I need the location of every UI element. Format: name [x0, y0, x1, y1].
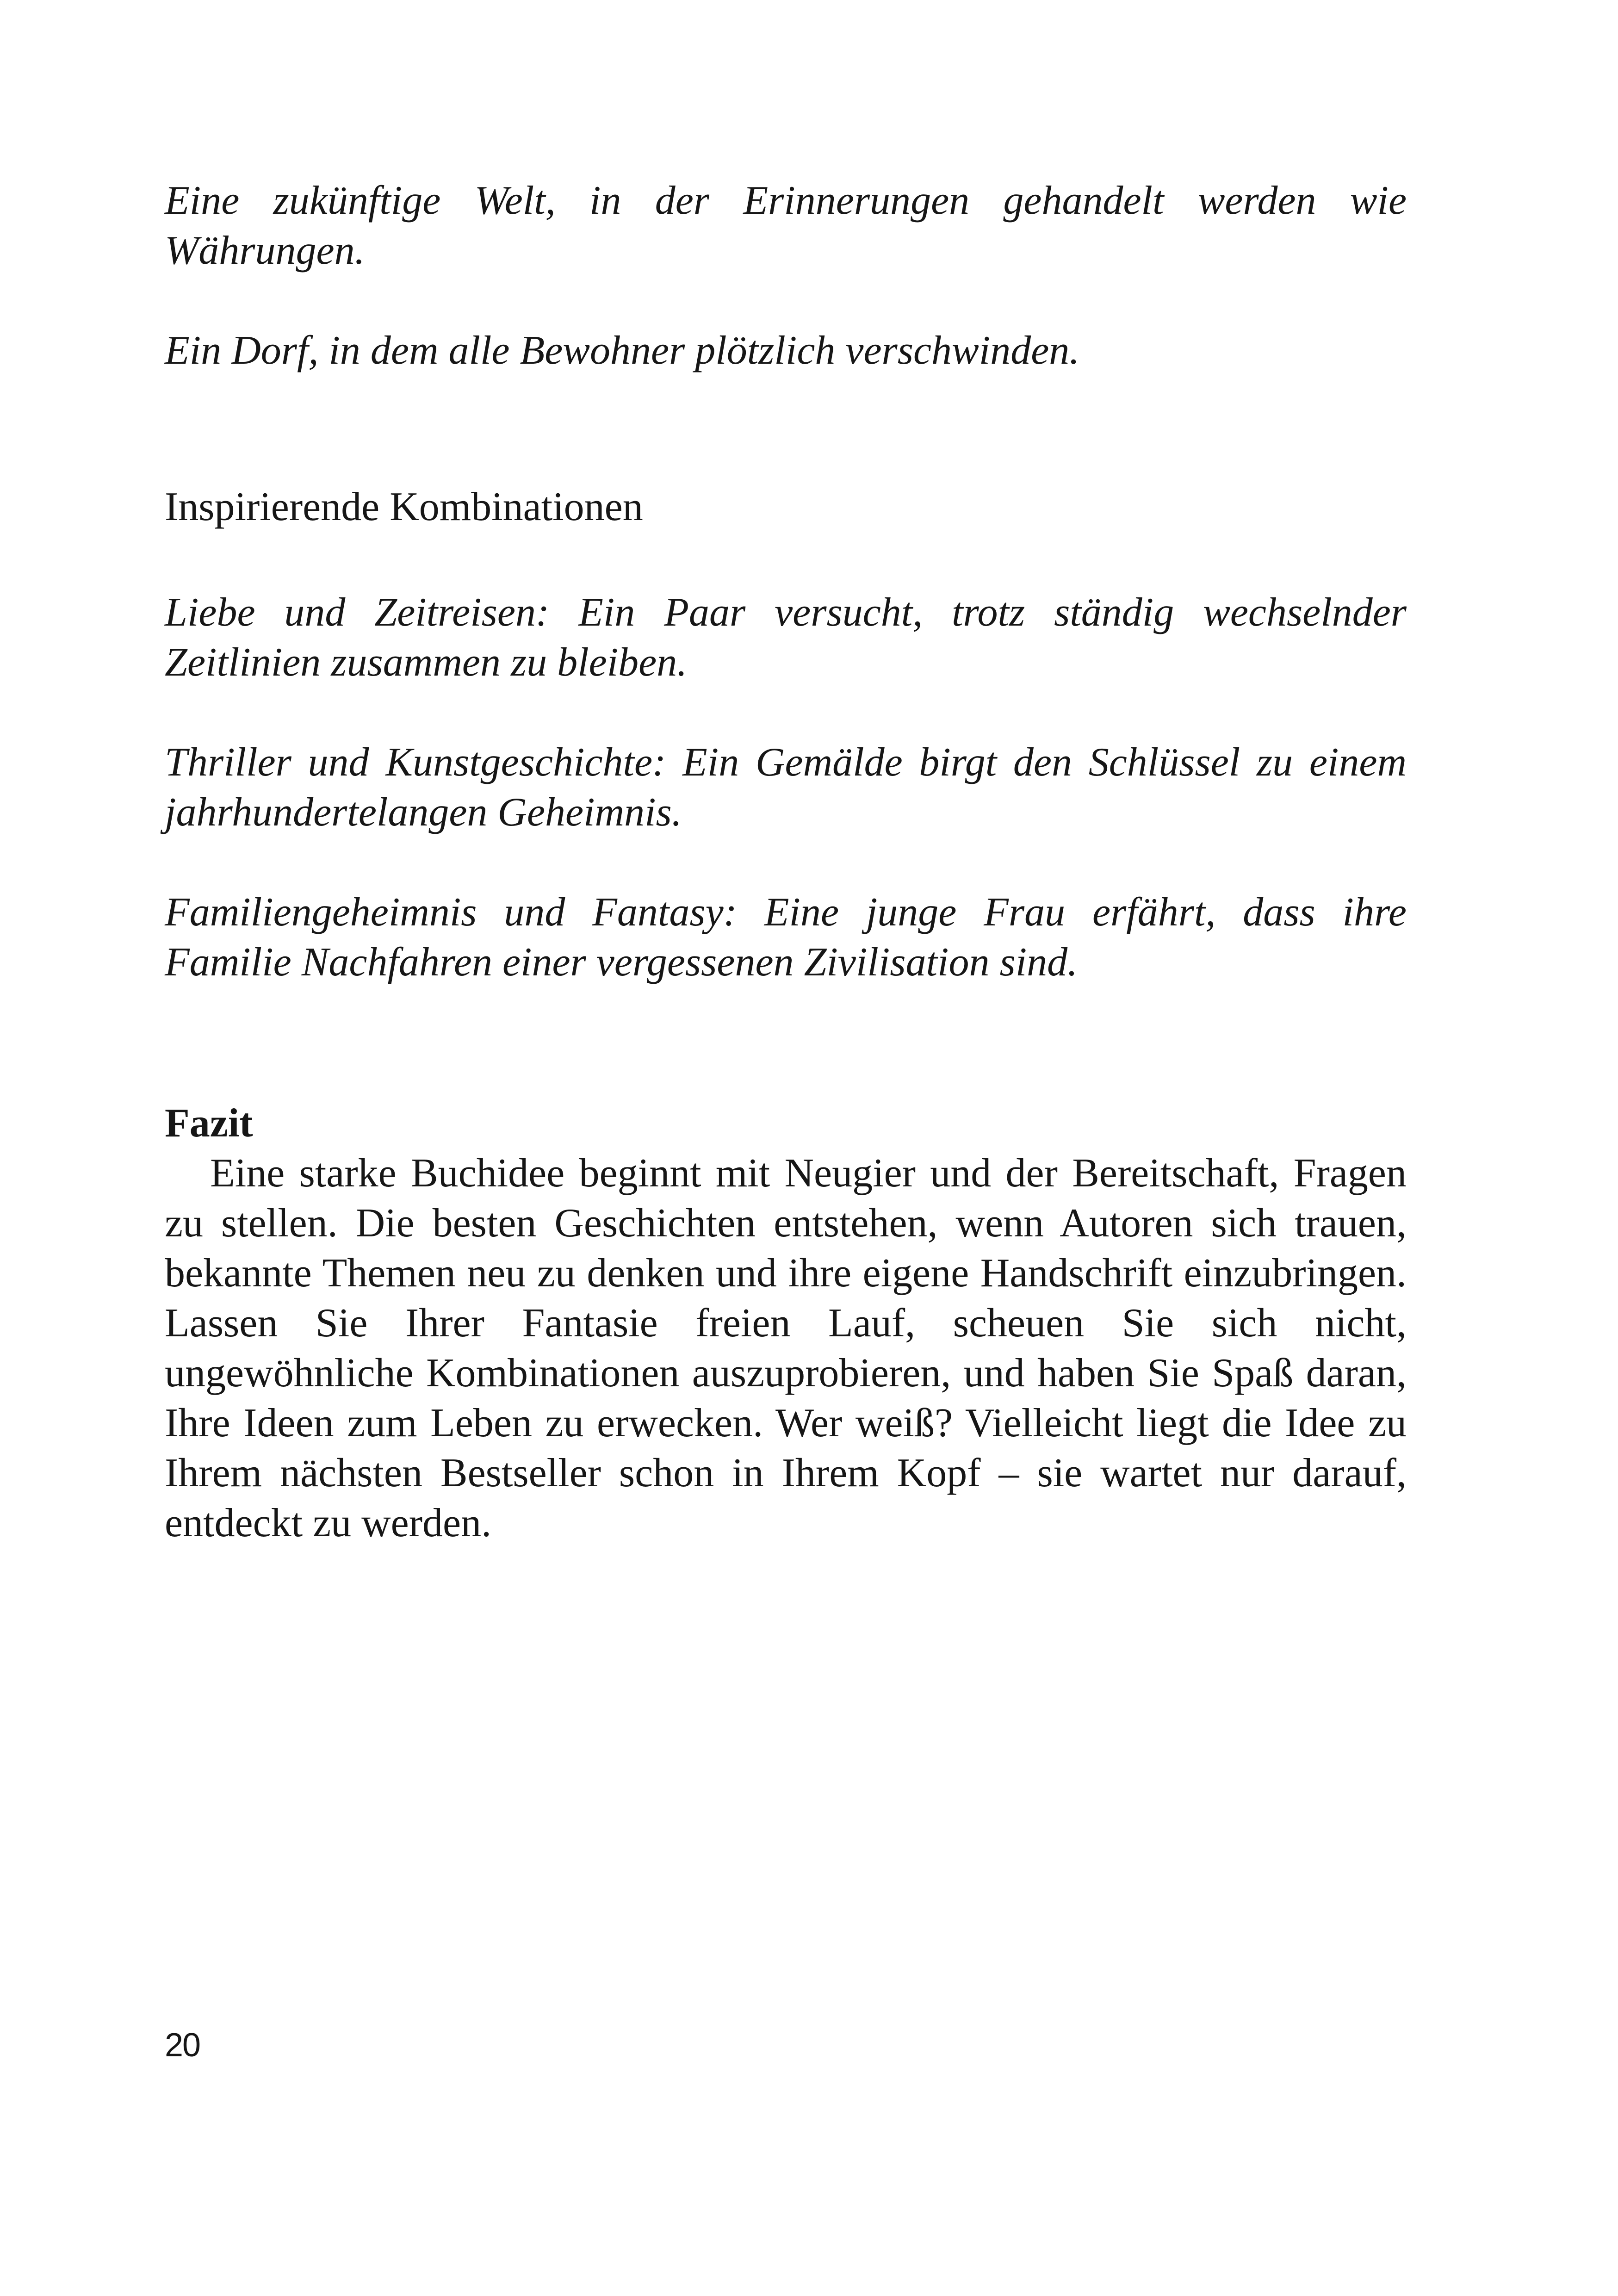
section-heading-conclusion: Fazit — [165, 1101, 253, 1146]
conclusion-paragraph: Eine starke Buchidee beginnt mit Neugier und der Bereitschaft, Fragen zu stellen. Die besten Geschichten entstehen, wenn Autoren sich trauen, bekannte Themen neu zu denken und ihre eigene Handschrift einzubringen. Lassen Sie Ihrer Fantasie freien Lauf, scheuen Sie sich nicht, ungewöhnliche Kombinationen auszuprobieren, und haben Sie Spaß daran, Ihre Ideen zum Leben zu erwecken. Wer weiß? Vielleicht liegt die Idee zu Ihrem nächsten Bestseller schon in Ihrem Kopf – sie wartet nur darauf, entdeckt zu werden. — [165, 1151, 1407, 1545]
idea-paragraph: Ein Dorf, in dem alle Bewohner plötzlich verschwinden. — [165, 328, 1080, 373]
page-content — [165, 176, 1407, 1548]
idea-paragraph: Eine zukünftige Welt, in der Erinnerungen gehandelt werden wie Währungen. — [165, 178, 1407, 273]
combination-paragraph: Thriller und Kunstgeschichte: Ein Gemälde birgt den Schlüssel zu einem jahrhundertelangen Geheimnis. — [165, 740, 1407, 835]
page-number: 20 — [165, 2027, 200, 2064]
combination-paragraph: Liebe und Zeitreisen: Ein Paar versucht, trotz ständig wechselnder Zeitlinien zusammen zu bleiben. — [165, 590, 1407, 685]
section-heading-combinations: Inspirierende Kombinationen — [165, 484, 643, 529]
combination-paragraph: Familiengeheimnis und Fantasy: Eine junge Frau erfährt, dass ihre Familie Nachfahren einer vergessenen Zivilisation sind. — [165, 890, 1407, 985]
